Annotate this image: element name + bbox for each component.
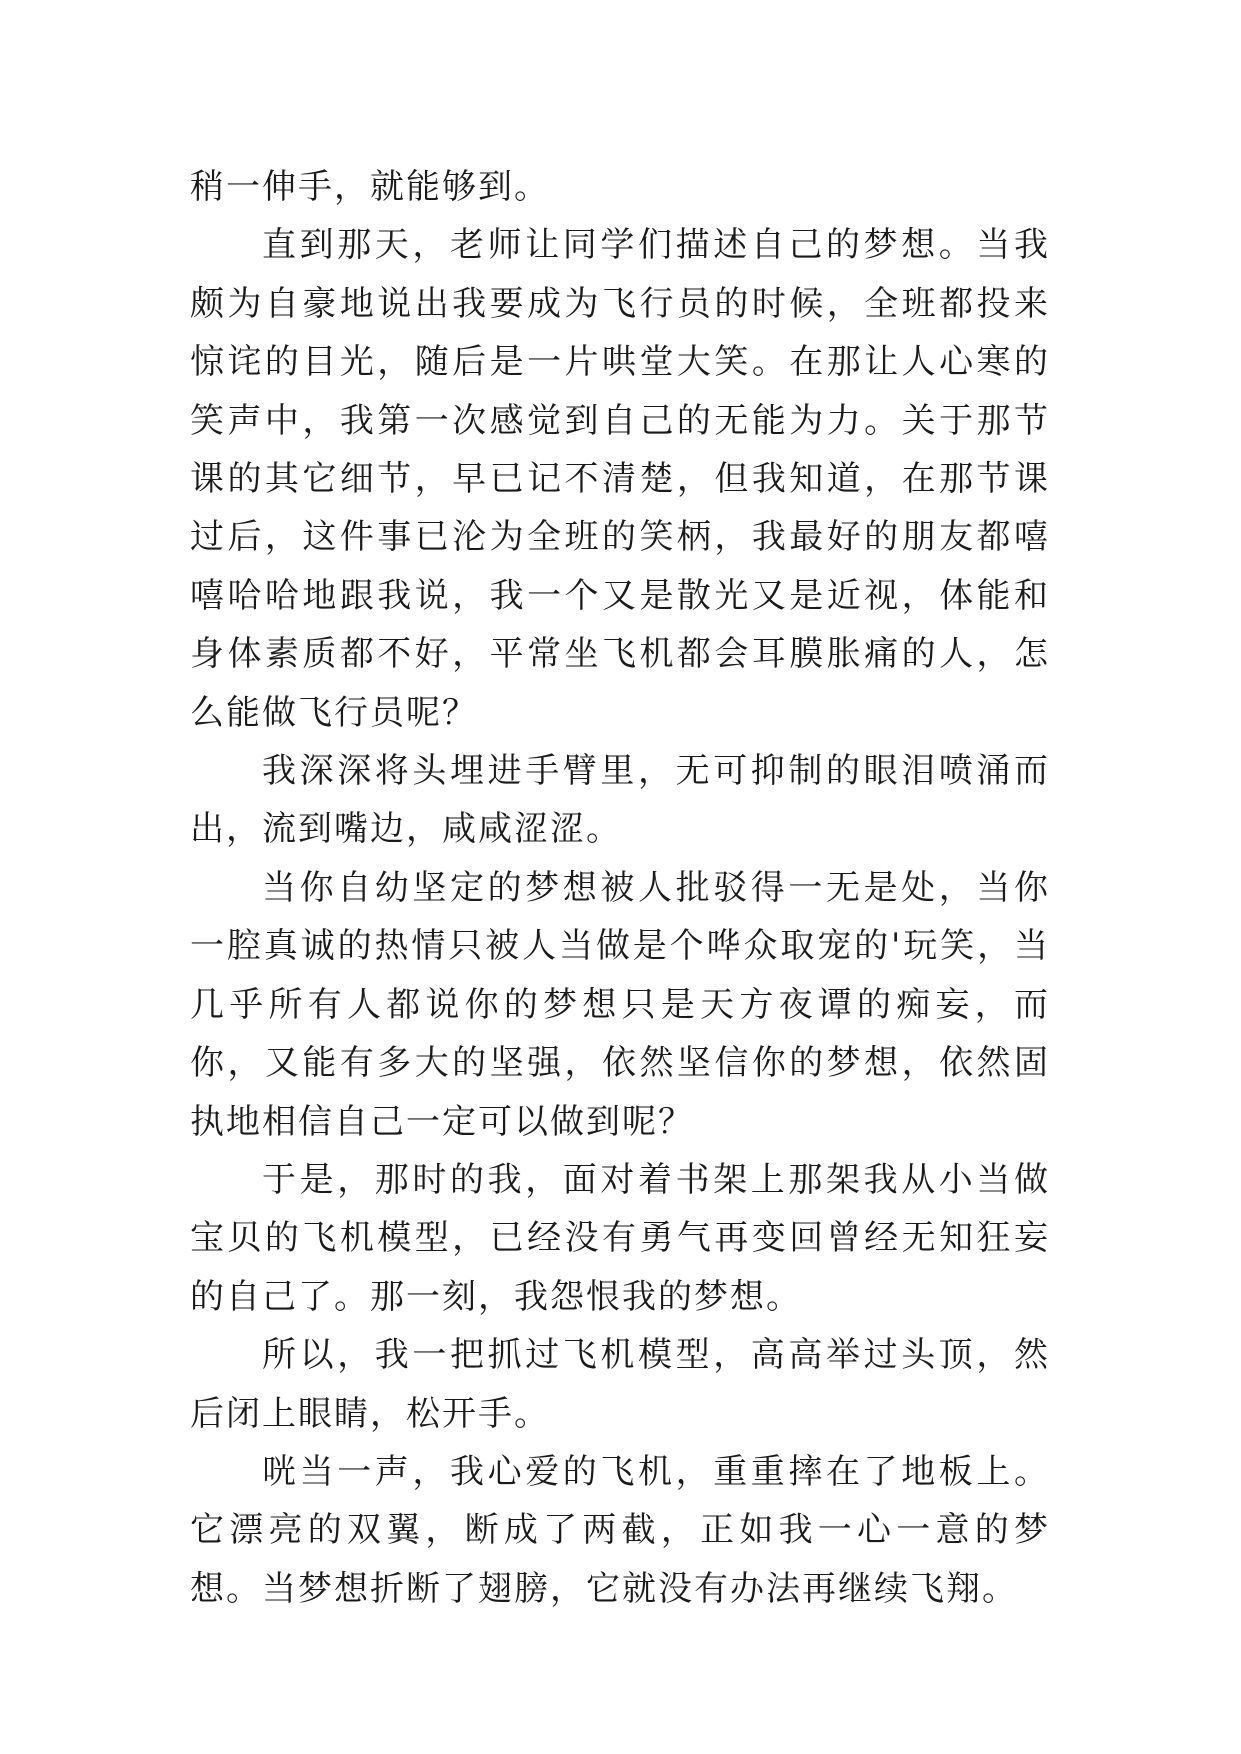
document-body: [190, 158, 1050, 1618]
paragraph-4: 当你自幼坚定的梦想被人批驳得一无是处，当你一腔真诚的热情只被人当做是个哗众取宠的'玩笑，当几乎所有人都说你的梦想只是天方夜谭的痴妄，而你，又能有多大的坚强，依然坚信你的梦想，依然固执地相信自己一定可以做到呢？: [190, 867, 1050, 1142]
paragraph-6: 所以，我一把抓过飞机模型，高高举过头顶，然后闭上眼睛，松开手。: [190, 1335, 1050, 1434]
paragraph-5: 于是，那时的我，面对着书架上那架我从小当做宝贝的飞机模型，已经没有勇气再变回曾经无知狂妄的自己了。那一刻，我怨恨我的梦想。: [190, 1159, 1050, 1317]
paragraph-3: 我深深将头埋进手臂里，无可抑制的眼泪喷涌而出，流到嘴边，咸咸涩涩。: [190, 751, 1050, 850]
paragraph-2: 直到那天，老师让同学们描述自己的梦想。当我颇为自豪地说出我要成为飞行员的时候，全班都投来惊诧的目光，随后是一片哄堂大笑。在那让人心寒的笑声中，我第一次感觉到自己的无能为力。关于那节课的其它细节，早已记不清楚，但我知道，在那节课过后，这件事已沦为全班的笑柄，我最好的朋友都嘻嘻哈哈地跟我说，我一个又是散光又是近视，体能和身体素质都不好，平常坐飞机都会耳膜胀痛的人，怎么能做飞行员呢？: [190, 225, 1050, 733]
paragraph-1: 稍一伸手，就能够到。: [190, 167, 550, 207]
paragraph-7: 咣当一声，我心爱的飞机，重重摔在了地板上。它漂亮的双翼，断成了两截，正如我一心一意的梦想。当梦想折断了翅膀，它就没有办法再继续飞翔。: [190, 1451, 1050, 1609]
